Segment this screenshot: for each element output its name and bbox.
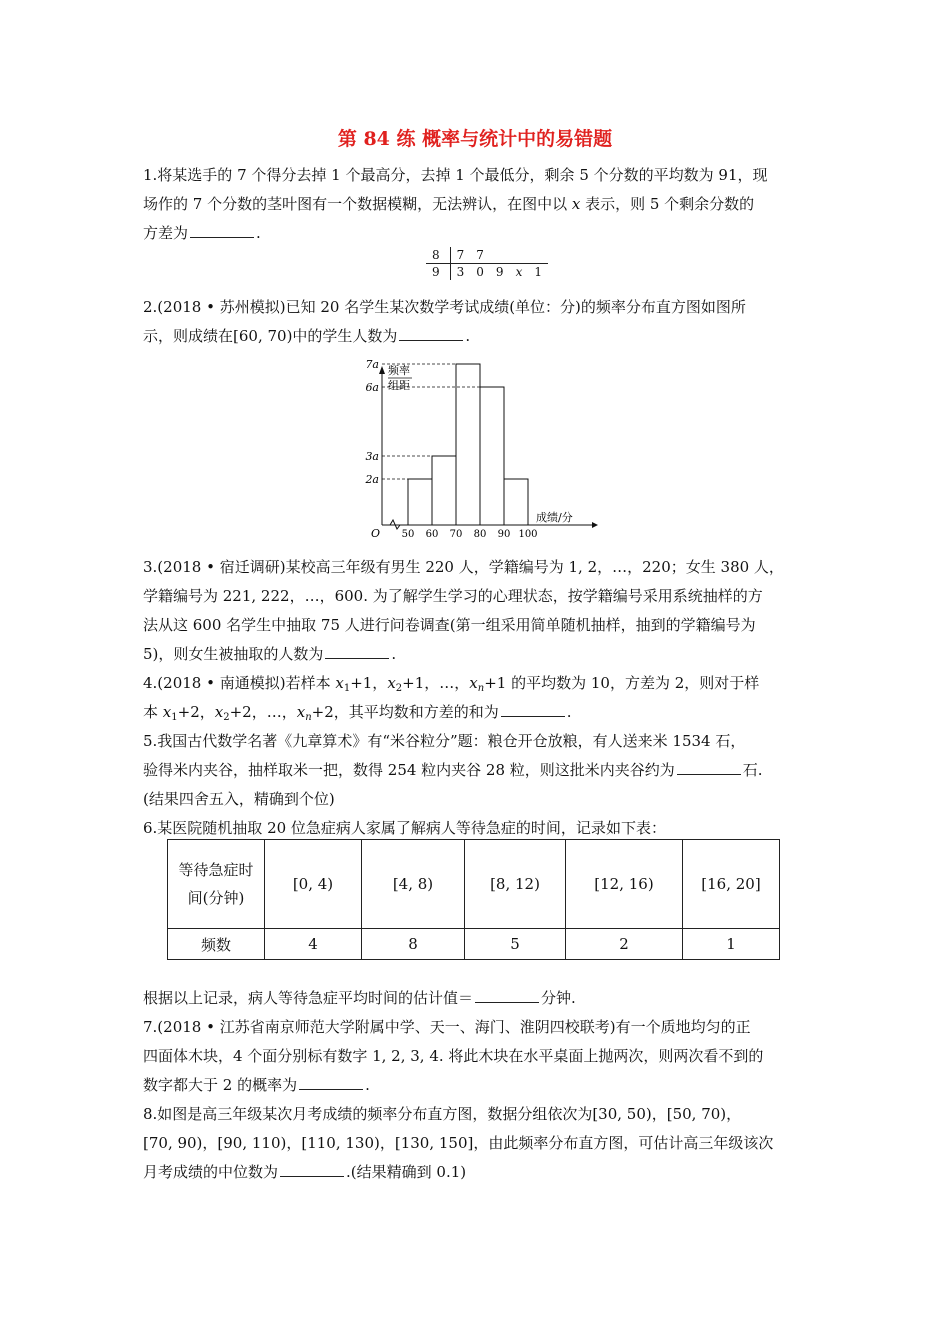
answer-blank [677,760,741,775]
q2-line2: 示，则成绩在[60, 70)中的学生人数为 . [143,327,471,345]
table-cell: 8 [362,929,465,960]
answer-blank [501,702,565,717]
stem-leaf-plot [426,247,548,280]
table-cell: 5 [465,929,566,960]
histogram-bar [504,479,528,525]
x-axis-arrow [592,522,598,528]
x-tick-label: 90 [497,529,511,540]
leaf: 3 [450,264,470,281]
table-header-cell: [4, 8) [362,840,465,929]
x-tick-label: 80 [473,529,487,540]
q6-after: 根据以上记录，病人等待急症平均时间的估计值＝ 分钟. [143,989,576,1007]
q5-line3: (结果四舍五入，精确到个位) [143,790,335,808]
x-tick-label: 50 [401,529,415,540]
answer-blank [299,1075,363,1090]
table-header-cell: [16, 20] [683,840,780,929]
histogram-bar [480,387,504,525]
q1-line2: 场作的 7 个分数的茎叶图有一个数据模糊，无法辨认，在图中以 x 表示，则 5 个剩余分数的 [143,195,755,213]
answer-blank [190,223,254,238]
table-row-label: 频数 [168,929,265,960]
leaf-unknown: x [510,264,529,281]
y-tick-label: 3a [365,450,379,463]
leaf: 9 [490,264,510,281]
y-label-bottom: 组距 [388,379,410,392]
leaf: 0 [470,264,490,281]
answer-blank [280,1162,344,1177]
q4-line2: 本 $x_1+2$，$x_2+2$，…，$x_n+2$，其平均数和方差的和为 . [143,703,572,723]
q6-line1: 6.某医院随机抽取 20 位急症病人家属了解病人等待急症的时间，记录如下表： [143,819,666,837]
q1-line3: 方差为 . [143,224,261,242]
q8-line1: 8.如图是高三年级某次月考成绩的频率分布直方图，数据分组依次为[30, 50)，[50, 70)， [143,1105,742,1123]
answer-blank [325,644,389,659]
q8-line2: [70, 90)，[90, 110)，[110, 130)，[130, 150]，由此频率分布直方图，可估计高三年级该次 [143,1134,774,1152]
y-label-top: 频率 [388,364,410,377]
table-cell: 4 [265,929,362,960]
leaf: 7 [456,248,465,262]
page-title: 第 84 练 概率与统计中的易错题 [337,128,613,150]
q7-line3: 数字都大于 2 的概率为 . [143,1076,370,1094]
x-tick-label: 60 [425,529,439,540]
table-header-label: 等待急症时间(分钟) [168,840,265,929]
table-header-cell: [12, 16) [566,840,683,929]
origin-label: O [371,527,381,540]
leaf: 1 [528,264,548,281]
leaf: 7 [476,248,484,262]
table-header-cell: [0, 4) [265,840,362,929]
x-axis-label: 成绩/分 [536,511,573,524]
histogram-bar [432,456,456,525]
x-tick-label: 70 [449,529,463,540]
x-tick-label: 100 [518,529,538,540]
q2-line1: 2.(2018 • 苏州模拟)已知 20 名学生某次数学考试成绩(单位：分)的频率分布直方图如图所 [143,298,746,316]
frequency-histogram [360,360,600,545]
y-tick-label: 2a [365,473,379,486]
table-header-cell: [8, 12) [465,840,566,929]
q7-line2: 四面体木块，4 个面分别标有数字 1, 2, 3, 4. 将此木块在水平桌面上抛两次，则两次看不到的 [143,1047,764,1065]
q7-line1: 7.(2018 • 江苏省南京师范大学附属中学、天一、海门、淮阴四校联考)有一个质地均匀的正 [143,1018,751,1036]
answer-blank [399,326,463,341]
stem: 8 [426,247,450,264]
q3-line1: 3.(2018 • 宿迁调研)某校高三年级有男生 220 人，学籍编号为 1, 2，…，220；女生 380 人， [143,558,784,576]
y-tick-label: 6a [365,381,379,394]
q3-line4: 5)，则女生被抽取的人数为 . [143,645,397,663]
y-tick-label: 7a [365,360,379,371]
q3-line3: 法从这 600 名学生中抽取 75 人进行问卷调查(第一组采用简单随机抽样，抽到的学籍编号为 [143,616,756,634]
histogram-bar [408,479,432,525]
table-cell: 2 [566,929,683,960]
waiting-time-table [167,839,780,960]
q1-line1: 1.将某选手的 7 个得分去掉 1 个最高分，去掉 1 个最低分，剩余 5 个分数的平均数为 91，现 [143,166,768,184]
y-axis-arrow [379,366,385,374]
q5-line2: 验得米内夹谷，抽样取米一把，数得 254 粒内夹谷 28 粒，则这批米内夹谷约为 石. [143,761,763,779]
histogram-bar [456,364,480,525]
answer-blank [475,988,539,1003]
q3-line2: 学籍编号为 221, 222，…，600. 为了解学生学习的心理状态，按学籍编号采用系统抽样的方 [143,587,763,605]
q8-line3: 月考成绩的中位数为 .(结果精确到 0.1) [143,1163,467,1181]
q5-line1: 5.我国古代数学名著《九章算术》有“米谷粒分”题：粮仓开仓放粮，有人送来米 1534 石， [143,732,746,750]
table-cell: 1 [683,929,780,960]
q4-line1: 4.(2018 • 南通模拟)若样本 $x_1+1$，$x_2+1$，…，$x_n+1$ 的平均数为 10，方差为 2，则对于样 [143,674,760,694]
stem: 9 [426,264,450,281]
